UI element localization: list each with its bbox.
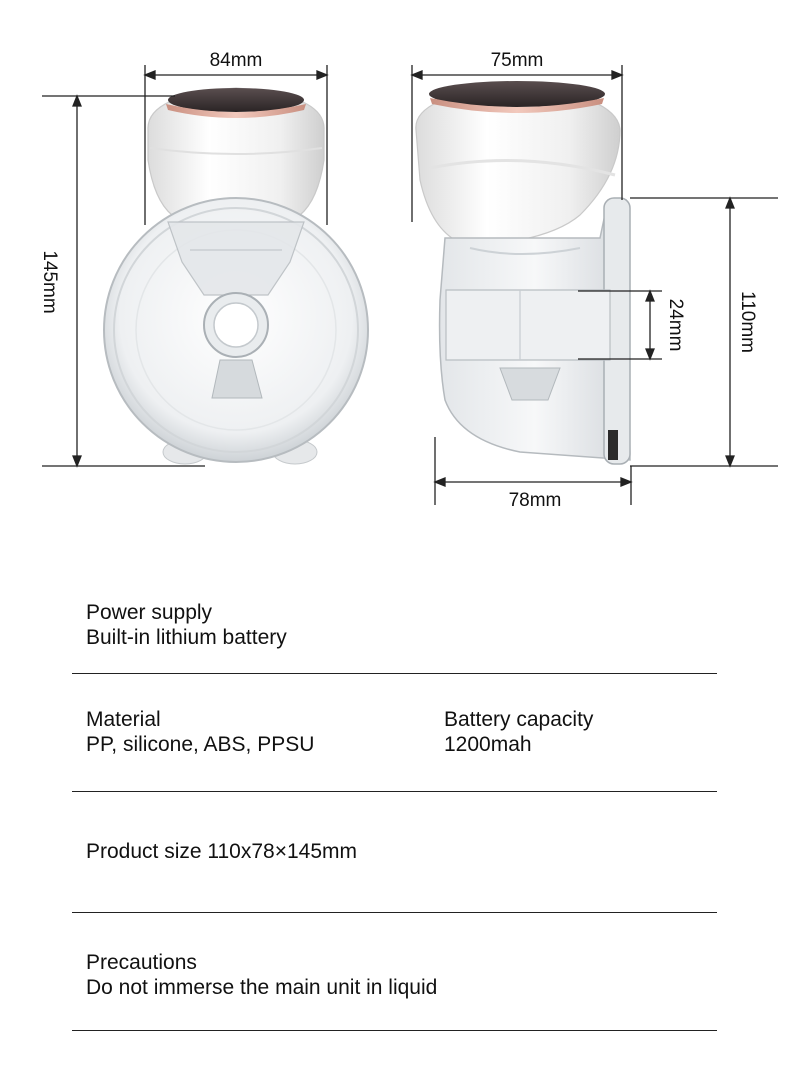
- product-dimension-diagram: [0, 0, 790, 520]
- side-width-label: 75mm: [490, 50, 544, 71]
- battery-capacity-spec: [444, 707, 593, 757]
- precautions-label: Precautions: [86, 951, 197, 974]
- divider: [72, 912, 717, 913]
- battery-capacity-label: Battery capacity: [444, 708, 594, 731]
- divider: [72, 673, 717, 674]
- precautions-value: Do not immerse the main unit in liquid: [86, 976, 438, 999]
- divider: [72, 791, 717, 792]
- power-supply-spec: [86, 600, 287, 650]
- power-supply-label: Power supply: [86, 601, 213, 624]
- front-view: [104, 88, 368, 464]
- product-size-spec: [86, 839, 357, 864]
- side-view: [416, 81, 630, 464]
- material-spec: [86, 707, 314, 757]
- side-height-label: 110mm: [737, 291, 758, 353]
- front-height-label: 145mm: [39, 250, 60, 314]
- nipple-diameter-label: 24mm: [665, 298, 686, 352]
- material-label: Material: [86, 708, 161, 731]
- battery-capacity-value: 1200mah: [444, 733, 532, 756]
- front-width-label: 84mm: [209, 50, 263, 71]
- power-supply-value: Built-in lithium battery: [86, 626, 287, 649]
- precautions-spec: [86, 950, 437, 1000]
- side-depth-label: 78mm: [508, 490, 562, 511]
- product-size-text: Product size 110x78×145mm: [86, 840, 358, 863]
- material-value: PP, silicone, ABS, PPSU: [86, 733, 315, 756]
- divider: [72, 1030, 717, 1031]
